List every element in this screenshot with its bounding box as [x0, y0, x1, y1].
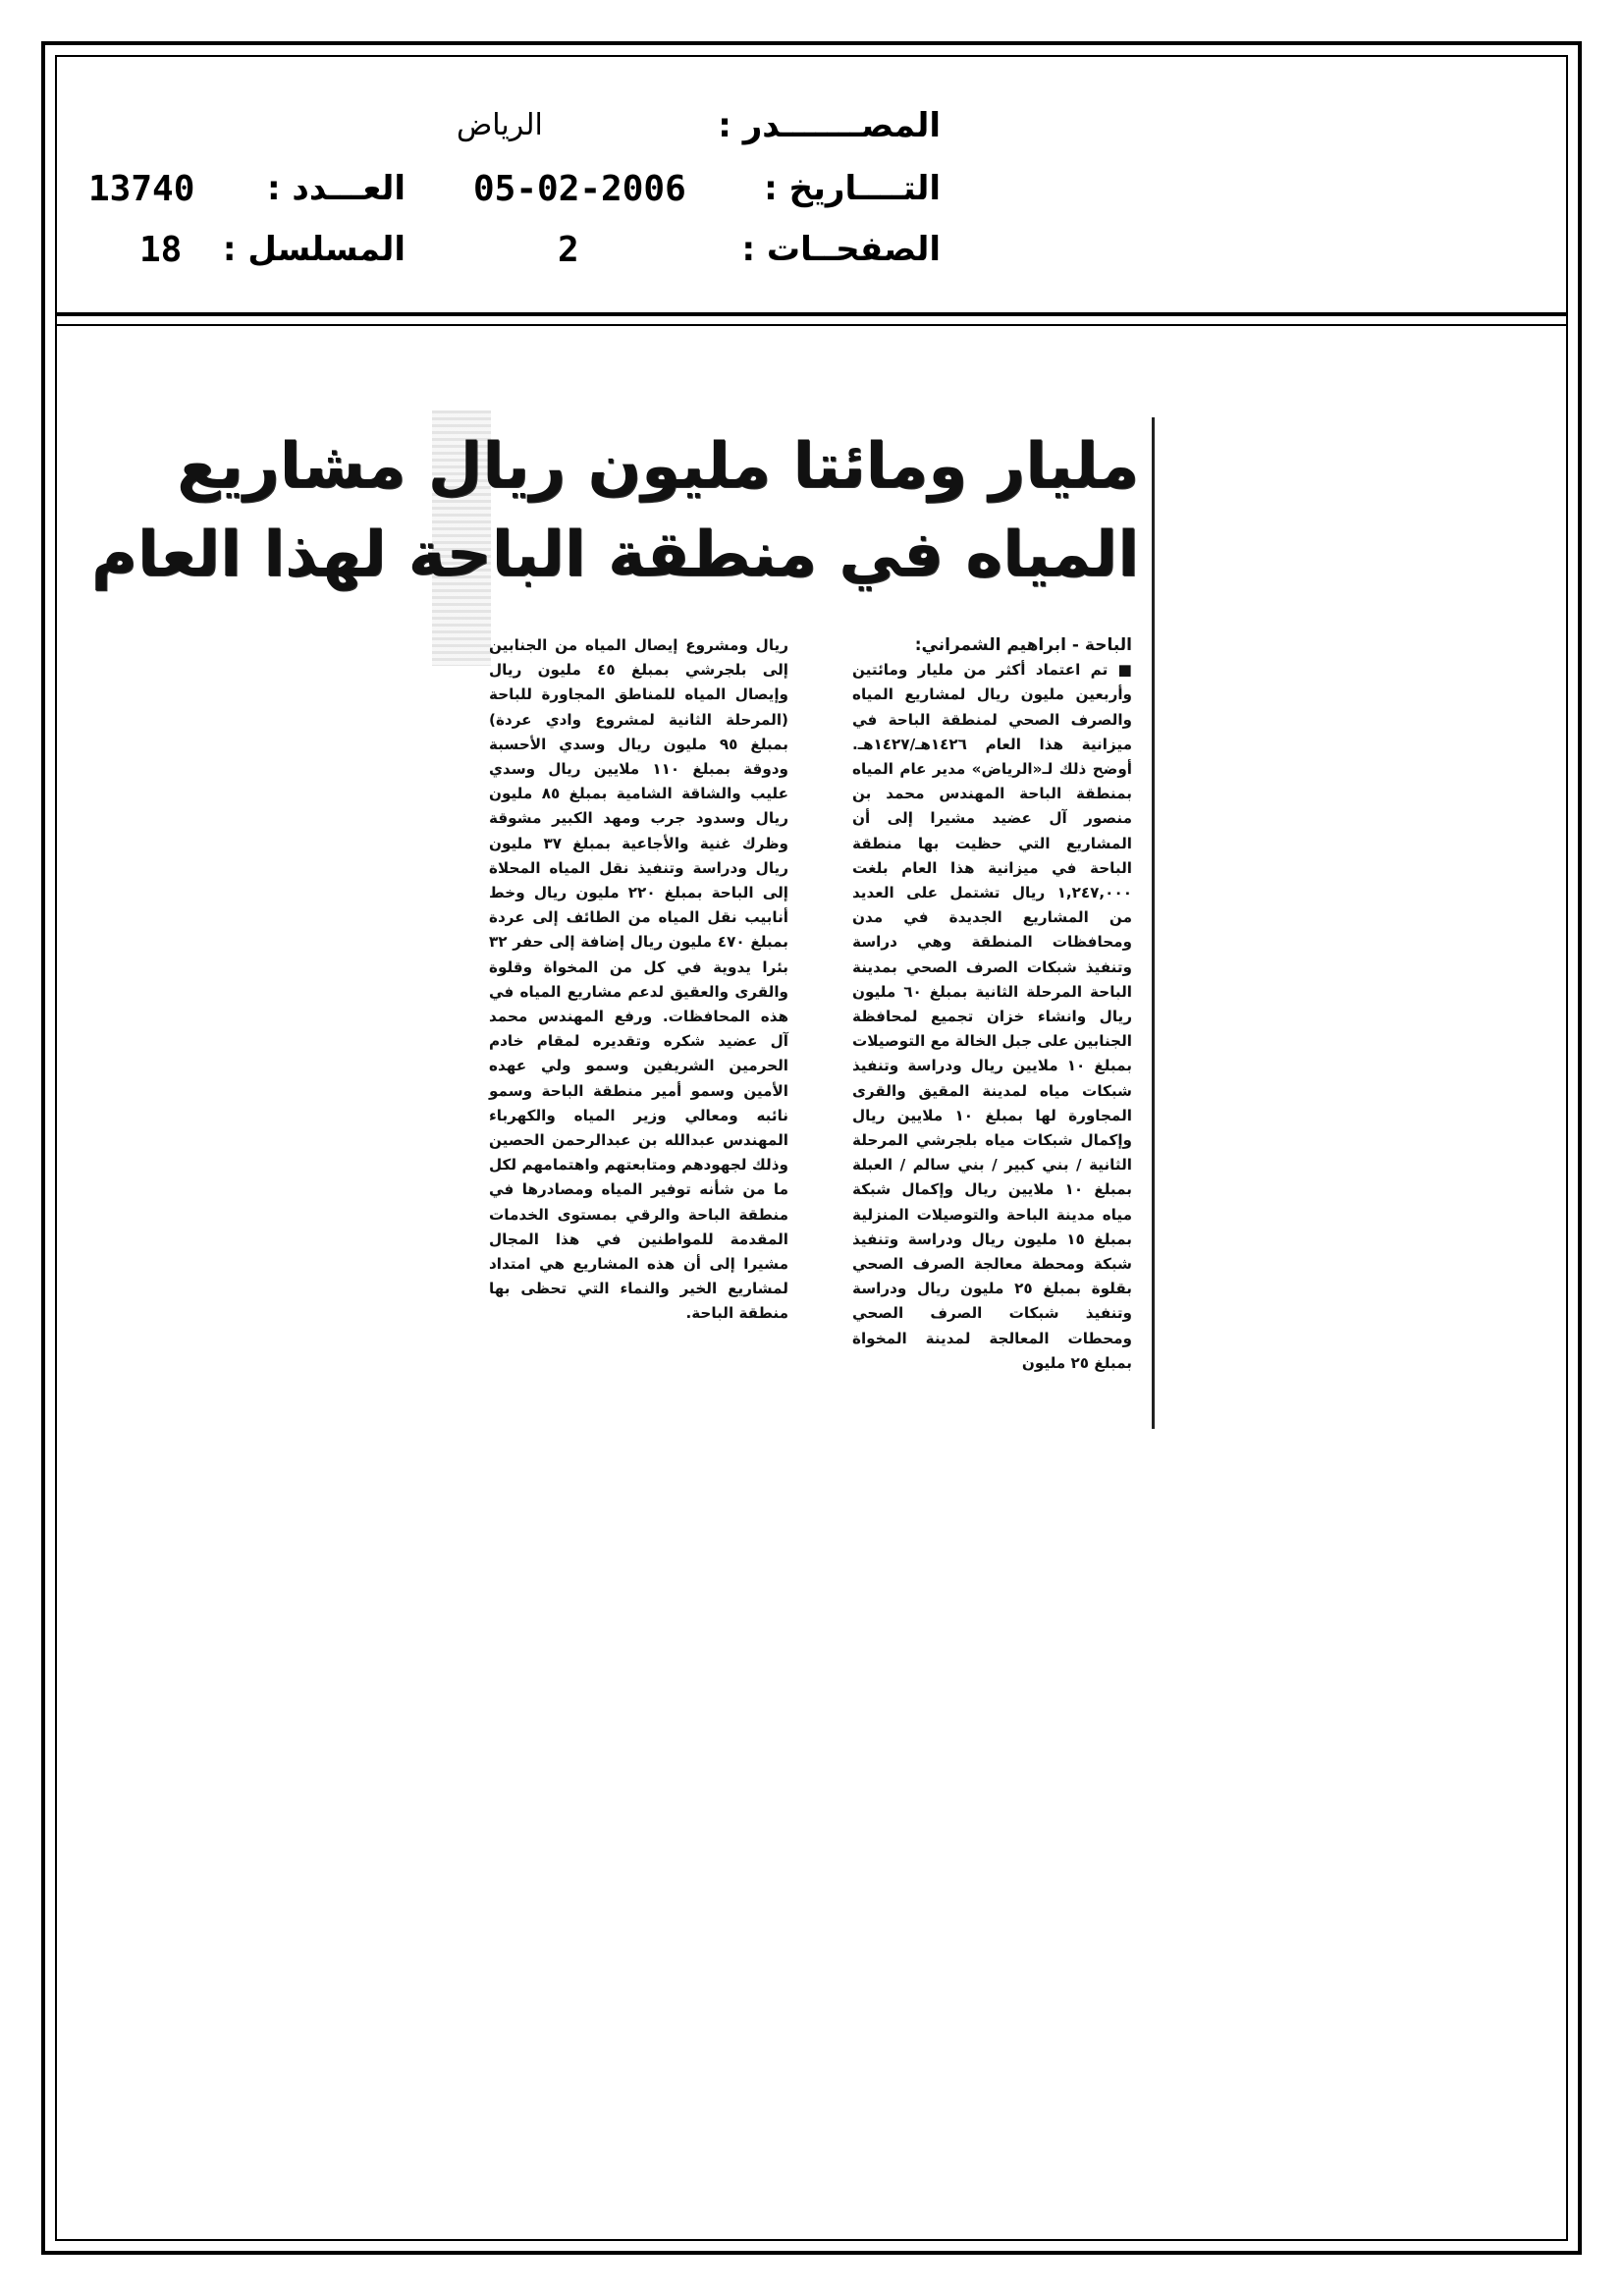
article-headline-line-1: مليار ومائتا مليون ريال مشاريع [177, 430, 1139, 503]
header-divider [55, 312, 1568, 316]
article-body-left: ريال ومشروع إيصال المياه من الجنابين إلى بلجرشي بمبلغ ٤٥ مليون ريال وإيصال المياه للمناطق المجاورة للباحة (المرحلة الثانية لمشروع وادي عردة) بمبلغ ٩٥ مليون ريال وسدي الأحسبة ودوقة بمبلغ ١١٠ ملايين ريال وسدي عليب والشاقة الشامية بمبلغ ٨٥ مليون ريال وسدود جرب ومهد الكبير مشوقة وظرك غنية والأجاعية بمبلغ ٣٧ مليون ريال ودراسة وتنفيذ نقل المياه المحلاة إلى الباحة بمبلغ ٢٢٠ مليون ريال وخط أنابيب نقل المياه من الطائف إلى عردة بمبلغ ٤٧٠ مليون ريال إضافة إلى حفر ٣٢ بئرا يدوية في كل من المخواة وقلوة والقرى والعقيق لدعم مشاريع المياه في هذه المحافظات. ورفع المهندس محمد آل عضيد شكره وتقديره لمقام خادم الحرمين الشريفين وسمو ولي عهده الأمين وسمو أمير منطقة الباحة وسمو نائبه ومعالي وزير المياه والكهرباء المهندس عبدالله بن عبدالرحمن الحصين وذلك لجهودهم ومتابعتهم واهتمامهم لكل ما من شأنه توفير المياه ومصادرها في منطقة الباحة والرقي بمستوى الخدمات المقدمة للمواطنين في هذا المجال مشيرا إلى أن هذه المشاريع هي امتداد لمشاريع الخير والنماء التي تحظى بها منطقة الباحة. [489, 636, 789, 1323]
date-value: 05-02-2006 [473, 169, 686, 209]
page-inner-border [55, 55, 1568, 2241]
article-headline-line-2: المياه في منطقة الباحة لهذا العام [90, 519, 1139, 591]
article-column-right [852, 633, 1132, 1376]
serial-label: المسلسل : [222, 230, 406, 269]
article-column-left [489, 633, 788, 1327]
source-value: الرياض [457, 108, 543, 142]
source-label: المصـــــــدر : [718, 106, 941, 145]
header-divider-thin [55, 324, 1568, 326]
issue-label: العـــدد : [267, 169, 406, 208]
clipping-edge [1152, 417, 1155, 1429]
pages-label: الصفحــات : [741, 230, 941, 269]
article-body-right: ■ تم اعتماد أكثر من مليار ومائتين وأربعين مليون ريال لمشاريع المياه والصرف الصحي لمنطقة الباحة في ميزانية هذا العام ١٤٢٦هـ/١٤٢٧هـ. أوضح ذلك لـ«الرياض» مدير عام المياه بمنطقة الباحة المهندس محمد بن منصور آل عضيد مشيرا إلى أن المشاريع التي حظيت بها منطقة الباحة في ميزانية هذا العام بلغت ١,٢٤٧,٠٠٠ ريال تشتمل على العديد من المشاريع الجديدة في مدن ومحافظات المنطقة وهي دراسة وتنفيذ شبكات الصرف الصحي بمدينة الباحة المرحلة الثانية بمبلغ ٦٠ مليون ريال وانشاء خزان تجميع لمحافظة الجنابين على جبل الخالة مع التوصيلات بمبلغ ١٠ ملايين ريال ودراسة وتنفيذ شبكات مياه لمدينة المقيق والقرى المجاورة لها بمبلغ ١٠ ملايين ريال وإكمال شبكات مياه بلجرشي المرحلة الثانية / بني كبير / بني سالم / العبلة بمبلغ ١٠ ملايين ريال وإكمال شبكة مياه مدينة الباحة والتوصيلات المنزلية بمبلغ ١٥ مليون ريال ودراسة وتنفيذ شبكة ومحطة معالجة الصرف الصحي بقلوة بمبلغ ٢٥ مليون ريال ودراسة وتنفيذ شبكات الصرف الصحي ومحطات المعالجة لمدينة المخواة بمبلغ ٢٥ مليون [852, 661, 1133, 1372]
date-label: التــــاريخ : [764, 169, 941, 208]
pages-value: 2 [558, 230, 579, 270]
issue-value: 13740 [88, 169, 195, 209]
article-byline: الباحة - ابراهيم الشمراني: [914, 635, 1132, 655]
serial-value: 18 [139, 230, 183, 270]
